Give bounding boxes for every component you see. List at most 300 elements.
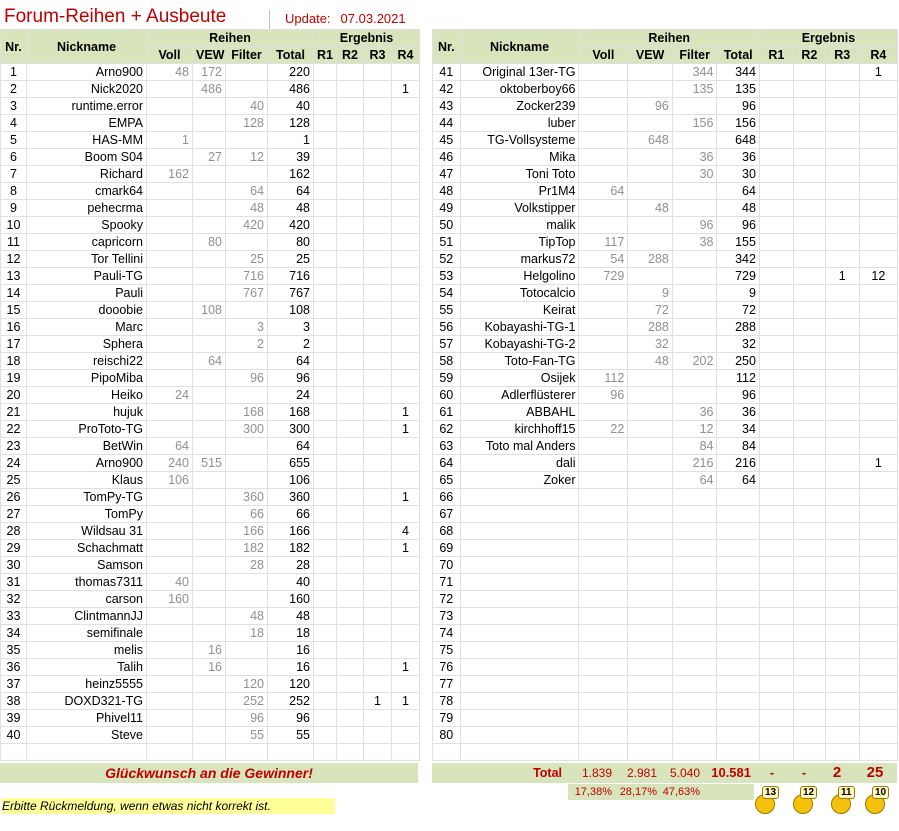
table-row	[433, 285, 898, 302]
row-vew	[193, 98, 226, 115]
row-total: 112	[717, 370, 759, 387]
row-r1	[759, 302, 793, 319]
row-vew	[193, 217, 226, 234]
row-nickname: malik	[460, 217, 579, 234]
row-filter: 55	[226, 727, 268, 744]
row-nickname: Nick2020	[27, 81, 147, 98]
row-nr: 37	[1, 676, 27, 693]
row-voll	[579, 200, 628, 217]
row-nickname	[460, 693, 579, 710]
row-nr: 46	[433, 149, 461, 166]
row-nr: 5	[1, 132, 27, 149]
row-voll	[147, 285, 193, 302]
row-r2	[337, 98, 364, 115]
row-r4	[392, 285, 420, 302]
row-r1	[759, 438, 793, 455]
row-r1	[759, 251, 793, 268]
row-total	[717, 608, 759, 625]
row-nr: 38	[1, 693, 27, 710]
row-r3	[825, 319, 859, 336]
row-filter: 96	[672, 217, 717, 234]
table-row	[433, 115, 898, 132]
row-r2	[337, 659, 364, 676]
row-vew: 486	[193, 81, 226, 98]
table-row	[433, 234, 898, 251]
row-filter: 128	[226, 115, 268, 132]
right-table	[432, 29, 898, 761]
row-r4	[859, 591, 897, 608]
row-r2	[793, 302, 825, 319]
row-nr: 62	[433, 421, 461, 438]
row-voll	[147, 81, 193, 98]
row-r1	[759, 472, 793, 489]
total-bar	[432, 763, 897, 783]
row-r1	[759, 710, 793, 727]
col-group-ergebnis: Ergebnis	[759, 30, 897, 47]
table-row	[433, 642, 898, 659]
spacer-cell	[759, 744, 793, 761]
table-row	[1, 302, 420, 319]
row-r4	[859, 489, 897, 506]
row-r4: 1	[392, 693, 420, 710]
row-r1	[314, 64, 337, 81]
row-r3	[825, 387, 859, 404]
row-voll	[579, 710, 628, 727]
row-r3	[364, 319, 392, 336]
row-r4	[859, 81, 897, 98]
row-total: 40	[268, 98, 314, 115]
update-label: Update:	[285, 11, 331, 26]
row-r1	[759, 132, 793, 149]
row-r2	[337, 302, 364, 319]
table-row	[1, 591, 420, 608]
row-r1	[314, 676, 337, 693]
col-nr: Nr.	[433, 30, 461, 64]
col-group-reihen: Reihen	[147, 30, 314, 47]
row-nickname: semifinale	[27, 625, 147, 642]
row-filter	[226, 302, 268, 319]
row-total: 344	[717, 64, 759, 81]
row-nickname	[460, 489, 579, 506]
spacer-cell	[337, 744, 364, 761]
row-vew	[193, 370, 226, 387]
row-r4: 1	[859, 64, 897, 81]
row-total: 64	[268, 353, 314, 370]
row-nr: 10	[1, 217, 27, 234]
row-r2	[337, 540, 364, 557]
row-nr: 28	[1, 523, 27, 540]
row-r1	[314, 438, 337, 455]
row-nickname: Zocker239	[460, 98, 579, 115]
row-total: 48	[268, 200, 314, 217]
row-nr: 59	[433, 370, 461, 387]
row-r2	[337, 234, 364, 251]
row-nickname: thomas7311	[27, 574, 147, 591]
row-r4: 1	[859, 455, 897, 472]
row-nickname: ABBAHL	[460, 404, 579, 421]
row-nr: 67	[433, 506, 461, 523]
row-filter	[672, 574, 717, 591]
row-filter	[226, 574, 268, 591]
row-total	[717, 676, 759, 693]
row-r3	[825, 540, 859, 557]
row-voll	[579, 574, 628, 591]
row-r3	[364, 608, 392, 625]
row-nr: 60	[433, 387, 461, 404]
row-voll: 106	[147, 472, 193, 489]
row-r4	[859, 404, 897, 421]
row-total: 64	[717, 183, 759, 200]
pct-voll: 17,38%	[574, 786, 612, 798]
row-r3	[364, 438, 392, 455]
row-total: 767	[268, 285, 314, 302]
row-r2	[337, 727, 364, 744]
row-r1	[314, 540, 337, 557]
row-nr: 47	[433, 166, 461, 183]
row-r2	[793, 234, 825, 251]
row-total	[717, 727, 759, 744]
row-voll	[579, 727, 628, 744]
row-r4	[859, 693, 897, 710]
row-nickname	[460, 676, 579, 693]
row-filter: 64	[672, 472, 717, 489]
row-nickname: Mika	[460, 149, 579, 166]
col-total: Total	[717, 47, 759, 64]
row-voll	[147, 642, 193, 659]
row-vew	[193, 183, 226, 200]
row-r2	[337, 506, 364, 523]
row-filter: 18	[226, 625, 268, 642]
row-vew	[193, 132, 226, 149]
row-vew	[193, 251, 226, 268]
row-r2	[337, 455, 364, 472]
row-r1	[759, 387, 793, 404]
row-r2	[793, 319, 825, 336]
row-r3	[364, 472, 392, 489]
table-row	[433, 540, 898, 557]
row-r1	[314, 591, 337, 608]
table-row	[433, 557, 898, 574]
row-r3	[364, 642, 392, 659]
row-nr: 15	[1, 302, 27, 319]
row-nickname: Arno900	[27, 455, 147, 472]
row-nickname: Adlerflüsterer	[460, 387, 579, 404]
row-r4	[392, 217, 420, 234]
row-nickname	[460, 591, 579, 608]
row-r3	[364, 268, 392, 285]
row-vew	[193, 166, 226, 183]
row-r2	[793, 710, 825, 727]
row-r1	[314, 387, 337, 404]
row-nr: 78	[433, 693, 461, 710]
row-total: 216	[717, 455, 759, 472]
row-nickname: hujuk	[27, 404, 147, 421]
row-voll	[147, 421, 193, 438]
row-r2	[793, 64, 825, 81]
row-r3	[825, 625, 859, 642]
row-voll	[147, 234, 193, 251]
table-row	[433, 676, 898, 693]
winner-icons	[752, 786, 897, 816]
row-total: 160	[268, 591, 314, 608]
row-r1	[314, 370, 337, 387]
row-r3	[825, 98, 859, 115]
row-r2	[337, 387, 364, 404]
row-filter: 216	[672, 455, 717, 472]
row-filter: 40	[226, 98, 268, 115]
row-r2	[793, 217, 825, 234]
row-vew	[628, 608, 673, 625]
row-nr: 41	[433, 64, 461, 81]
row-filter: 716	[226, 268, 268, 285]
row-vew	[193, 336, 226, 353]
row-total: 28	[268, 557, 314, 574]
row-r1	[314, 81, 337, 98]
pct-vew: 28,17%	[619, 786, 657, 798]
total-r2: -	[801, 765, 807, 780]
row-r4	[859, 285, 897, 302]
row-filter	[672, 285, 717, 302]
row-voll	[147, 251, 193, 268]
row-r4	[392, 234, 420, 251]
row-nr: 3	[1, 98, 27, 115]
row-vew	[193, 693, 226, 710]
row-r2	[337, 574, 364, 591]
row-r2	[793, 132, 825, 149]
row-filter	[226, 353, 268, 370]
row-r3	[364, 81, 392, 98]
row-r2	[337, 557, 364, 574]
row-voll: 54	[579, 251, 628, 268]
row-r1	[314, 472, 337, 489]
row-nr: 1	[1, 64, 27, 81]
row-voll: 160	[147, 591, 193, 608]
row-r3	[364, 370, 392, 387]
row-voll	[147, 336, 193, 353]
row-voll: 240	[147, 455, 193, 472]
row-vew	[193, 591, 226, 608]
spacer-cell	[147, 744, 193, 761]
row-filter	[672, 489, 717, 506]
row-r3	[825, 557, 859, 574]
row-vew	[193, 115, 226, 132]
row-r1	[759, 540, 793, 557]
row-voll: 40	[147, 574, 193, 591]
row-total: 120	[268, 676, 314, 693]
table-row	[433, 591, 898, 608]
row-r4	[859, 710, 897, 727]
row-r3: 1	[364, 693, 392, 710]
row-r4	[392, 727, 420, 744]
row-voll	[147, 200, 193, 217]
row-voll	[579, 149, 628, 166]
row-nickname: Pauli	[27, 285, 147, 302]
table-row	[1, 353, 420, 370]
row-vew	[628, 710, 673, 727]
row-r2	[793, 387, 825, 404]
row-vew	[628, 268, 673, 285]
row-r4	[392, 200, 420, 217]
table-row	[1, 285, 420, 302]
row-r3: 1	[825, 268, 859, 285]
row-voll	[147, 540, 193, 557]
table-row	[1, 183, 420, 200]
row-vew: 27	[193, 149, 226, 166]
row-r4	[392, 166, 420, 183]
row-voll	[147, 693, 193, 710]
row-nr: 7	[1, 166, 27, 183]
row-vew	[628, 81, 673, 98]
row-nr: 27	[1, 506, 27, 523]
row-r4	[859, 659, 897, 676]
table-row	[1, 710, 420, 727]
table-row	[433, 472, 898, 489]
row-r4	[392, 336, 420, 353]
row-r3	[364, 336, 392, 353]
row-total	[717, 625, 759, 642]
row-voll	[147, 302, 193, 319]
row-nr: 79	[433, 710, 461, 727]
row-r2	[793, 557, 825, 574]
row-r3	[825, 234, 859, 251]
row-vew	[193, 200, 226, 217]
row-r3	[364, 404, 392, 421]
row-r3	[825, 438, 859, 455]
row-vew	[193, 472, 226, 489]
row-filter	[226, 455, 268, 472]
row-nickname: Pauli-TG	[27, 268, 147, 285]
row-r3	[825, 506, 859, 523]
row-filter	[672, 336, 717, 353]
col-r3: R3	[364, 47, 392, 64]
row-nickname: dooobie	[27, 302, 147, 319]
row-r4: 4	[392, 523, 420, 540]
row-nr: 53	[433, 268, 461, 285]
row-vew	[193, 421, 226, 438]
update-info	[285, 11, 406, 26]
row-vew	[193, 574, 226, 591]
row-filter	[672, 387, 717, 404]
row-filter: 38	[672, 234, 717, 251]
row-r1	[314, 285, 337, 302]
row-r2	[337, 642, 364, 659]
row-nr: 12	[1, 251, 27, 268]
row-nickname: Heiko	[27, 387, 147, 404]
row-r4	[392, 115, 420, 132]
row-vew	[628, 370, 673, 387]
row-r2	[337, 489, 364, 506]
row-nr: 4	[1, 115, 27, 132]
row-nickname	[460, 608, 579, 625]
row-r1	[759, 642, 793, 659]
row-total: 300	[268, 421, 314, 438]
row-nickname: Schachmatt	[27, 540, 147, 557]
row-total: 162	[268, 166, 314, 183]
row-r2	[337, 81, 364, 98]
row-nr: 18	[1, 353, 27, 370]
row-r4	[392, 625, 420, 642]
row-r4	[859, 336, 897, 353]
row-total	[717, 523, 759, 540]
row-r3	[364, 659, 392, 676]
row-nickname: ProToto-TG	[27, 421, 147, 438]
table-row	[433, 200, 898, 217]
row-r3	[825, 183, 859, 200]
row-nr: 51	[433, 234, 461, 251]
total-r1: -	[769, 765, 775, 780]
table-row	[433, 387, 898, 404]
row-voll	[579, 625, 628, 642]
row-total: 72	[717, 302, 759, 319]
row-filter: 344	[672, 64, 717, 81]
spacer-cell	[433, 744, 461, 761]
row-voll: 48	[147, 64, 193, 81]
row-r3	[364, 251, 392, 268]
row-nr: 58	[433, 353, 461, 370]
row-total	[717, 642, 759, 659]
row-total: 220	[268, 64, 314, 81]
row-nr: 35	[1, 642, 27, 659]
col-nr: Nr.	[1, 30, 27, 64]
table-row	[433, 489, 898, 506]
table-row	[1, 506, 420, 523]
table-row	[1, 268, 420, 285]
row-filter	[672, 523, 717, 540]
row-nickname: Original 13er-TG	[460, 64, 579, 81]
row-vew	[193, 608, 226, 625]
row-filter	[226, 132, 268, 149]
row-r1	[314, 557, 337, 574]
row-nickname: Volkstipper	[460, 200, 579, 217]
row-vew	[628, 149, 673, 166]
row-r4	[859, 302, 897, 319]
table-row	[1, 574, 420, 591]
row-vew: 16	[193, 659, 226, 676]
row-nr: 19	[1, 370, 27, 387]
row-voll	[147, 149, 193, 166]
row-nickname: reischi22	[27, 353, 147, 370]
row-voll	[579, 285, 628, 302]
row-nr: 13	[1, 268, 27, 285]
row-r3	[364, 387, 392, 404]
pct-filter: 47,63%	[662, 786, 700, 798]
row-r1	[314, 149, 337, 166]
row-r3	[825, 472, 859, 489]
row-nickname: pehecrma	[27, 200, 147, 217]
row-voll	[579, 132, 628, 149]
row-filter	[672, 132, 717, 149]
row-filter	[226, 166, 268, 183]
row-r4	[859, 217, 897, 234]
row-r3	[364, 234, 392, 251]
row-r3	[825, 574, 859, 591]
row-filter: 202	[672, 353, 717, 370]
row-r1	[759, 319, 793, 336]
row-r4	[859, 98, 897, 115]
spacer-cell	[226, 744, 268, 761]
row-r3	[364, 489, 392, 506]
row-nickname: kirchhoff15	[460, 421, 579, 438]
col-vew: VEW	[193, 47, 226, 64]
row-r2	[793, 676, 825, 693]
row-r1	[314, 217, 337, 234]
row-r4	[392, 353, 420, 370]
row-total: 288	[717, 319, 759, 336]
row-nr: 34	[1, 625, 27, 642]
row-filter: 30	[672, 166, 717, 183]
row-r1	[759, 506, 793, 523]
row-filter	[672, 591, 717, 608]
